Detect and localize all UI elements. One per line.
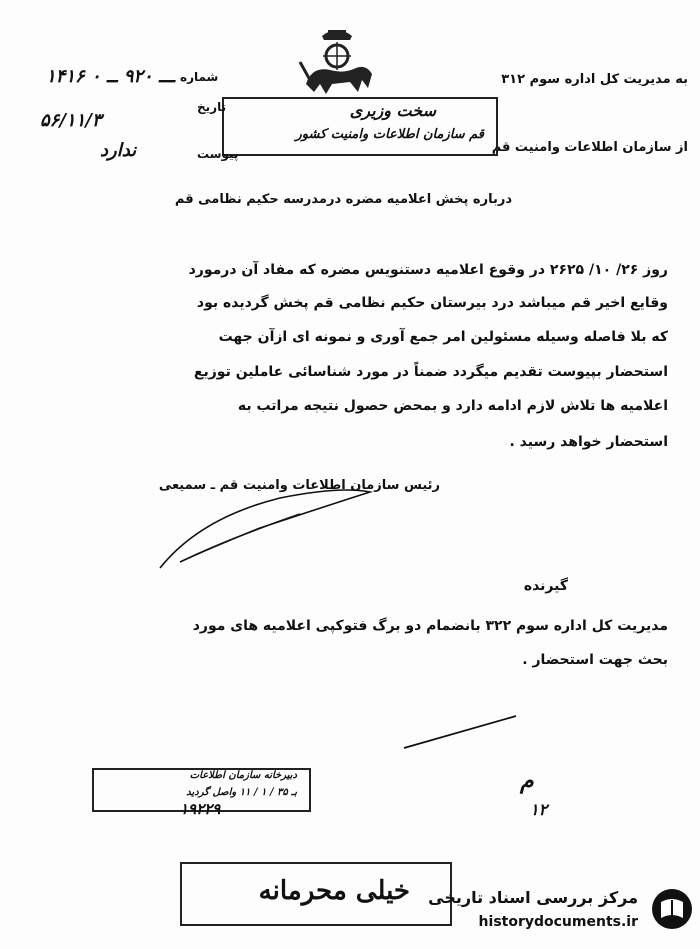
number-value: ۱۴۱۶ ـــ ۹۲۰ ــ ۰ [46,66,175,87]
receipt-number: ۱۹۲۲۹ [180,800,221,818]
body-line: که بلا فاصله وسیله مسئولین امر جمع آوری و نمونه ای ازآن جهت [218,329,668,345]
subject-line: درباره پخش اعلامیه مضره درمدرسه حکیم نظامی قم [174,192,512,207]
book-logo-icon [651,888,693,930]
date-label: تاریخ [197,100,227,114]
stamp-bottom-text: قم سازمان اطلاعات وامنیت کشور [295,127,484,142]
archive-watermark [428,884,696,944]
from-line: از سازمان اطلاعات وامنیت قم [491,140,688,155]
margin-note-line2: ۱۲ [530,800,548,819]
recipient-label: گیرنده [523,578,568,594]
recipient-line: مدیریت کل اداره سوم ۳۲۲ بانضمام دو برگ فتوکپی اعلامیه های مورد [192,618,668,634]
stamp-top-text: سخت وزیری [349,101,436,120]
body-line: وقایع اخیر قم میباشد درد بیرستان حکیم نظامی قم پخش گردیده بود [196,295,668,311]
body-line: اعلامیه ها تلاش لازم ادامه دارد و بمحض حصول نتیجه مراتب به [237,398,668,414]
number-label: شماره [180,70,219,84]
addressee-line: به مدیریت کل اداره سوم ۳۱۲ [501,72,688,87]
margin-note-line1: م [520,768,534,794]
watermark-url: historydocuments.ir [478,914,638,930]
body-line: استحضار خواهد رسید . [509,434,668,450]
receipt-stamp-line1: دبیرخانه سازمان اطلاعات [189,770,297,781]
date-value: ۵۶/۱۱/۳ [40,110,102,131]
department-stamp [222,97,498,156]
body-line: استحضار بپیوست تقدیم میگردد ضمناً در مورد شناسائی عاملین توزیع [193,364,668,380]
signature-scribble-icon [140,478,390,578]
pen-stroke-icon [400,712,520,752]
recipient-line: بحث جهت استحضار . [522,652,668,668]
watermark-title: مرکز بررسی اسناد تاریخی [428,888,638,907]
classification-text: خیلی محرمانه [258,876,410,906]
receipt-stamp-line2: بـ ۳۵ / ۱ / ۱۱ واصل گردید [186,787,297,798]
lion-and-sun-emblem-icon [292,22,382,102]
body-line: روز ۲۶/ ۱۰/ ۲۶۲۵ در وقوع اعلامیه دستنویس مضره که مفاد آن درمورد [188,262,668,278]
attachment-label: پیوست [197,147,239,161]
signature-line: رئیس سازمان اطلاعات وامنیت قم ـ سمیعی [158,478,440,493]
attachment-value: ندارد [100,140,137,161]
classification-stamp [180,862,452,926]
